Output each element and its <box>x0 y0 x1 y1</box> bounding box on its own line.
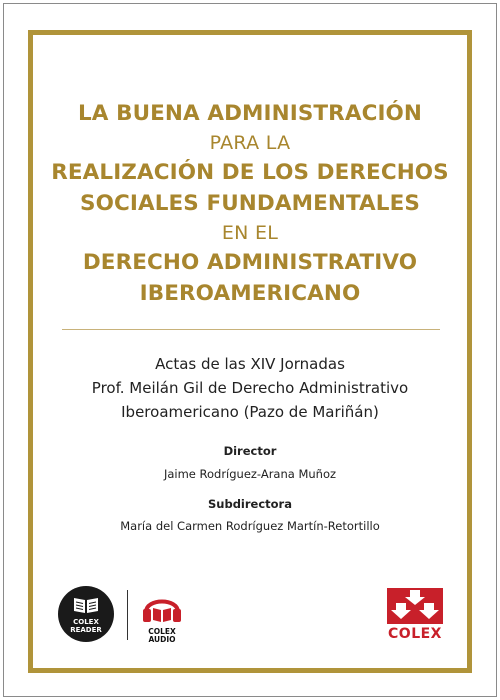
title-line: SOCIALES FUNDAMENTALES <box>80 191 420 216</box>
title-line: DERECHO ADMINISTRATIVO <box>82 250 418 275</box>
logo-divider <box>127 590 128 640</box>
divider-rule <box>62 329 440 330</box>
subtitle-line: Prof. Meilán Gil de Derecho Administrativo <box>91 379 409 397</box>
director-label: Director <box>223 444 277 458</box>
colex-publisher-logo <box>383 586 447 644</box>
title-connector: EN EL <box>221 222 279 244</box>
book-title <box>40 98 460 309</box>
director-name: Jaime Rodríguez-Arana Muñoz <box>163 467 337 481</box>
audio-logo-text: AUDIO <box>148 635 176 644</box>
colex-audio-logo <box>138 586 186 644</box>
title-line: LA BUENA ADMINISTRACIÓN <box>77 101 423 126</box>
subtitle-line: Actas de las XIV Jornadas <box>155 355 345 373</box>
title-line: REALIZACIÓN DE LOS DERECHOS <box>51 160 449 185</box>
subtitle-line: Iberoamericano (Pazo de Mariñán) <box>121 403 379 421</box>
reader-logo-text: READER <box>70 626 102 634</box>
title-connector: PARA LA <box>209 132 291 154</box>
arrows-down-icon <box>383 586 447 624</box>
reader-logo-text: COLEX <box>73 618 99 626</box>
subtitle-acts <box>40 352 460 424</box>
subdirector-name: María del Carmen Rodríguez Martín-Retortillo <box>120 519 380 533</box>
audio-logo-text: COLEX <box>148 627 176 636</box>
headphones-book-icon <box>138 586 186 626</box>
open-book-icon <box>72 596 100 614</box>
colex-reader-logo <box>58 586 114 642</box>
publisher-name: COLEX <box>388 626 442 642</box>
title-line: IBEROAMERICANO <box>139 281 361 306</box>
subdirector-label: Subdirectora <box>208 497 292 511</box>
